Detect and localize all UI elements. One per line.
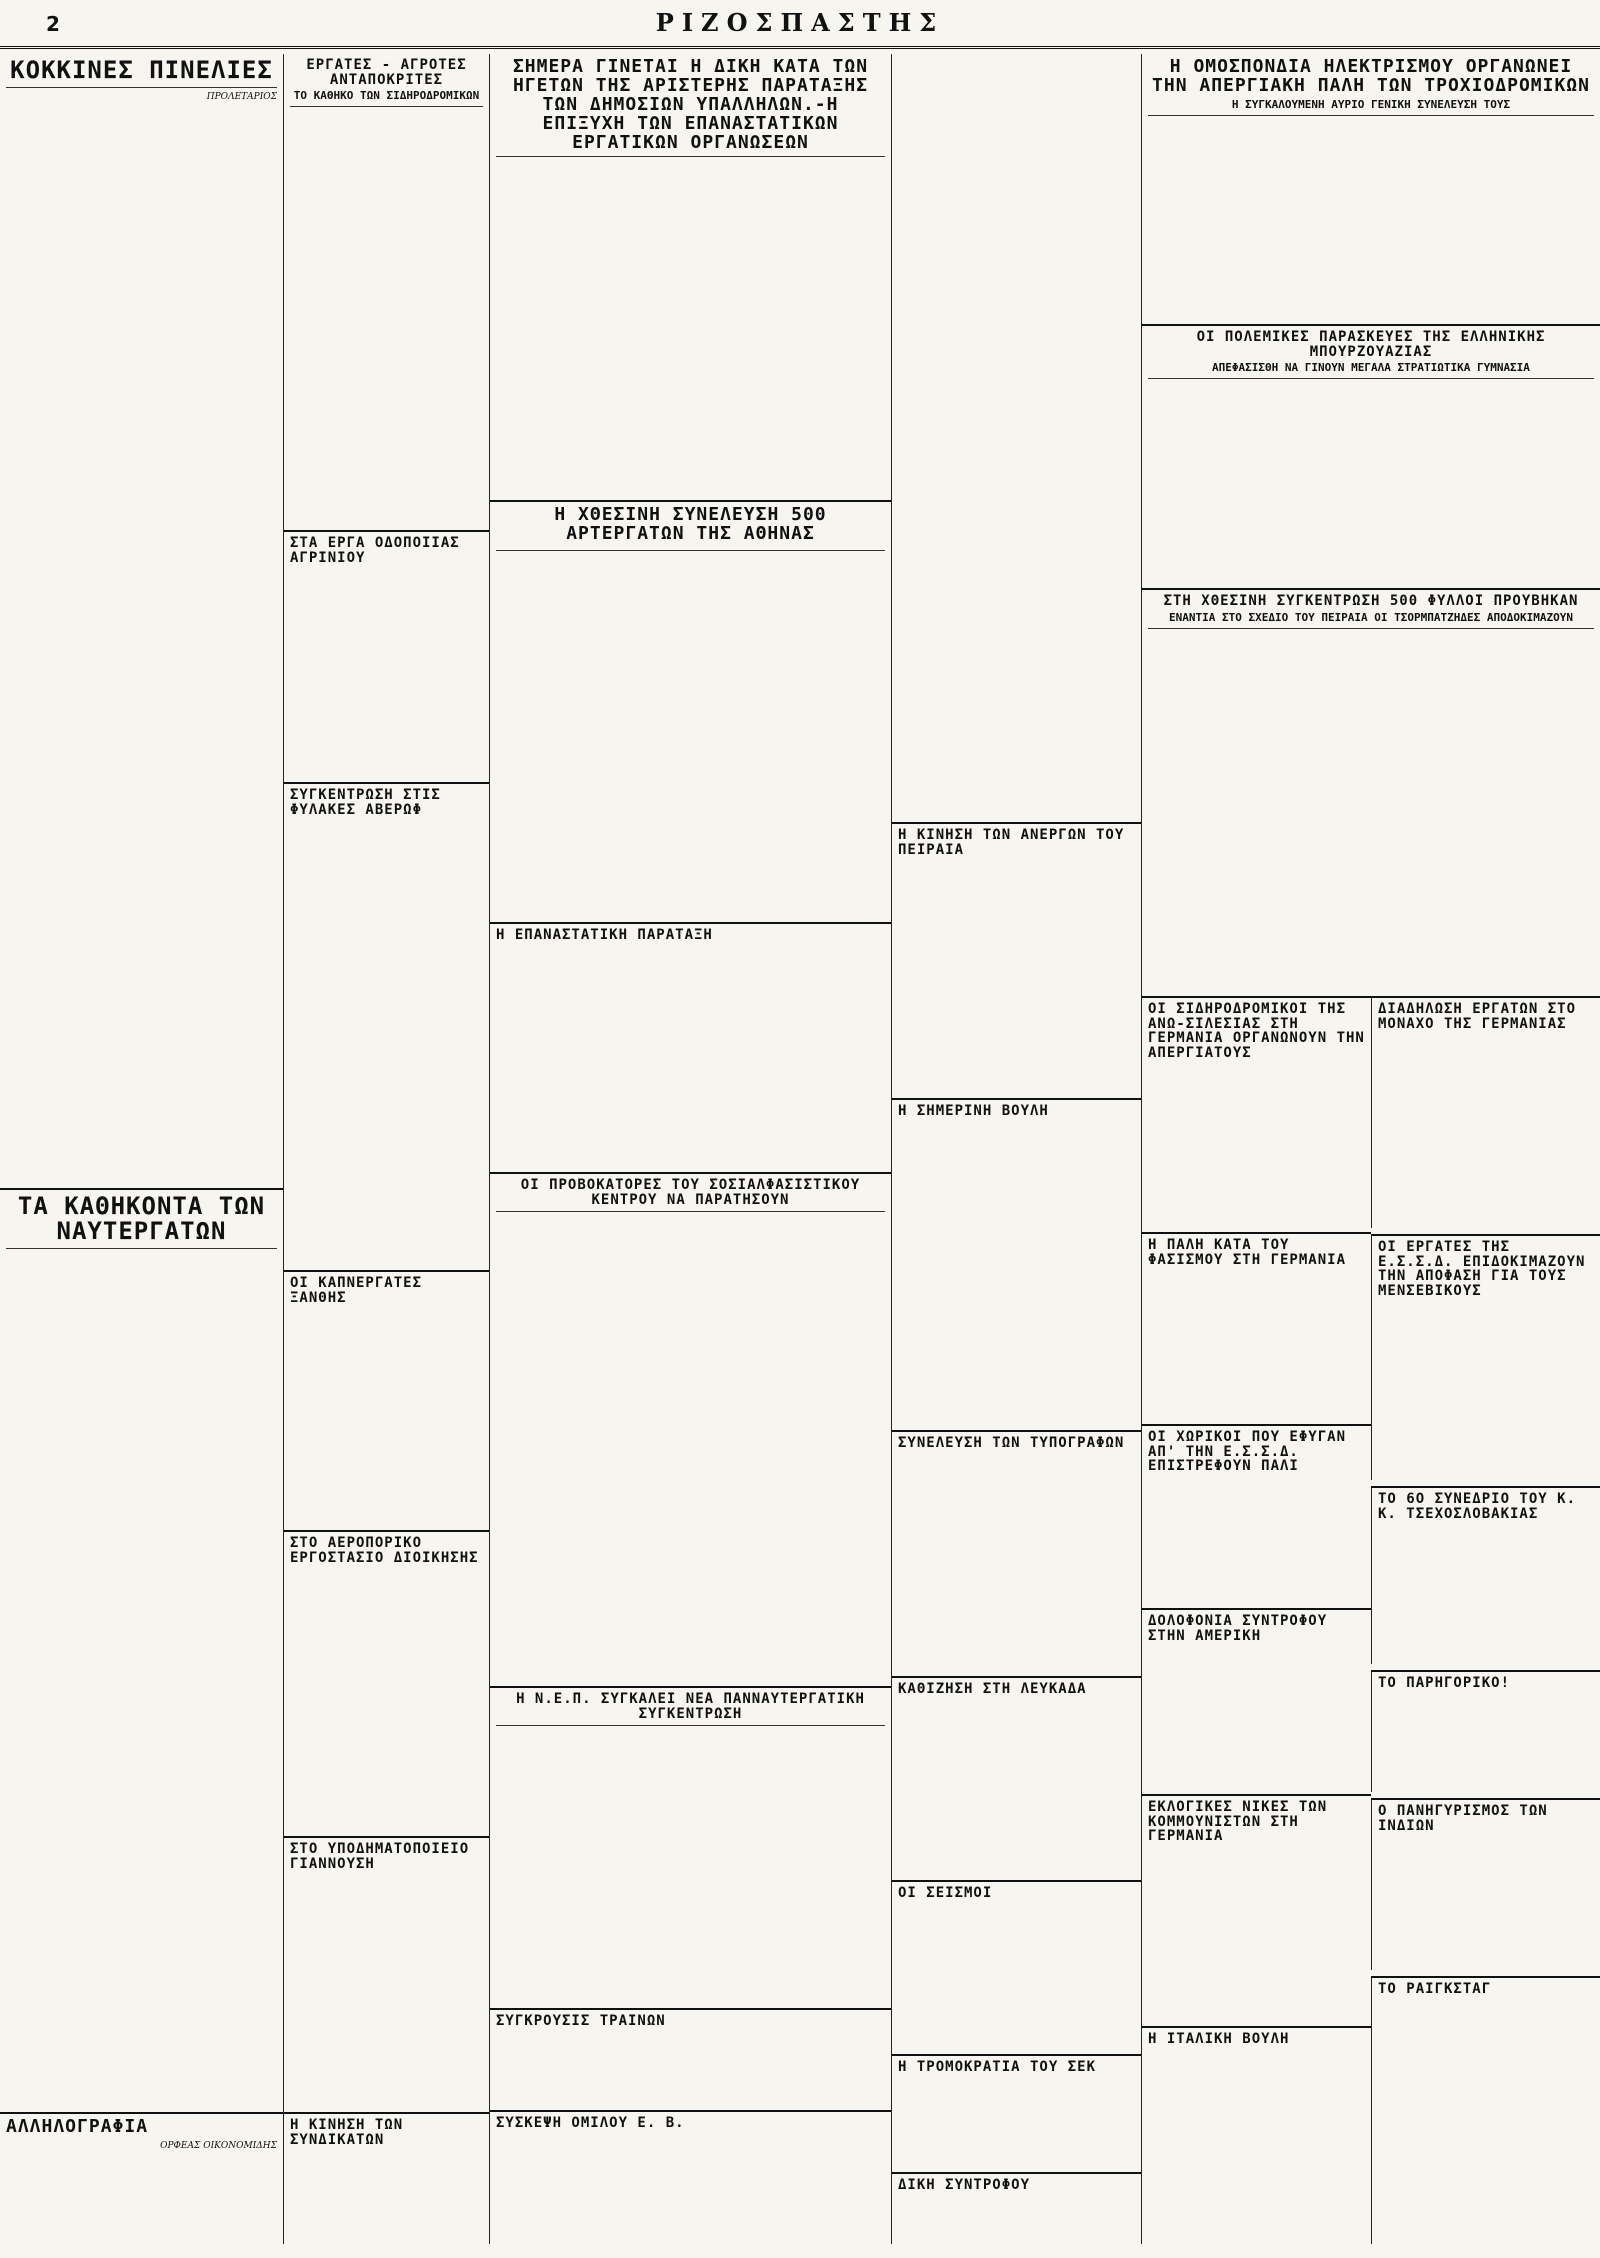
column-4-bottom [892, 1962, 1142, 2244]
article-todays-parliament [892, 1098, 1141, 1424]
article-comrade-trial [892, 2172, 1141, 2244]
article-headline: ΤΑ ΚΑΘΗΚΟΝΤΑ ΤΩΝ ΝΑΥΤΕΡΓΑΤΩΝ [17, 1192, 266, 1246]
article-headline: Η Ν.Ε.Π. ΣΥΓΚΑΛΕΙ ΝΕΑ ΠΑΝΝΑΥΤΕΡΓΑΤΙΚΗ ΣΥΓΚΕΝΤΡΩΣΗ [516, 1691, 865, 1722]
article-headline: ΟΙ ΣΕΙΣΜΟΙ [898, 1885, 993, 1901]
article-headline: ΟΙ ΚΑΠΝΕΡΓΑΤΕΣ ΞΑΝΘΗΣ [290, 1275, 423, 1306]
article-headline: ΣΤΟ ΑΕΡΟΠΟΡΙΚΟ ΕΡΓΟΣΤΑΣΙΟ ΔΙΟΙΚΗΣΗΣ [290, 1535, 479, 1566]
article-headline: Ο ΠΑΝΗΓΥΡΙΣΜΟΣ ΤΩΝ ΙΝΔΙΩΝ [1378, 1803, 1548, 1834]
column-1 [0, 54, 284, 2244]
article-election-wins [1142, 1794, 1371, 2020]
article-red-brushstrokes [0, 54, 283, 1182]
article-headline: Η ΕΠΑΝΑΣΤΑΤΙΚΗ ΠΑΡΑΤΑΞΗ [496, 927, 713, 943]
article-sek-terror [892, 2054, 1141, 2166]
article-bakers-assembly [490, 500, 891, 916]
article-subhead: ΑΠΕΦΑΣΙΣΘΗ ΝΑ ΓΙΝΟΥΝ ΜΕΓΑΛΑ ΣΤΡΑΤΙΩΤΙΚΑ ΓΥΜΝΑΣΙΑ [1212, 361, 1530, 375]
article-averof-prison [284, 782, 489, 1264]
article-lefkada-sit-in [892, 1676, 1141, 1874]
article-electric-federation [1142, 54, 1600, 318]
article-headline: ΣΥΓΚΕΝΤΡΩΣΗ ΣΤΙΣ ΦΥΛΑΚΕΣ ΑΒΕΡΩΦ [290, 787, 441, 818]
article-headline: ΟΙ ΧΩΡΙΚΟΙ ΠΟΥ ΕΦΥΓΑΝ ΑΠ' ΤΗΝ Ε.Σ.Σ.Δ. ΕΠΙΣΤΡΕΦΟΥΝ ΠΑΛΙ [1148, 1429, 1347, 1475]
article-war-preparations [1142, 324, 1600, 582]
article-headline: ΔΟΛΟΦΟΝΙΑ ΣΥΝΤΡΟΦΟΥ ΣΤΗΝ ΑΜΕΡΙΚΗ [1148, 1613, 1328, 1644]
page-number: 2 [46, 12, 60, 36]
column-2 [284, 54, 490, 2244]
column-4-continuation [892, 54, 1141, 816]
article-agrinio-works [284, 530, 489, 776]
newspaper-name: ΡΙΖΟΣΠΑΣΤΗΣ [655, 8, 945, 37]
column-5 [1142, 54, 1600, 2244]
article-headline: ΑΛΛΗΛΟΓΡΑΦΙΑ [6, 2116, 149, 2137]
article-civil-servants-trial [490, 54, 891, 494]
article-headline: ΤΟ ΡΑΙΓΚΣΤΑΓ [1378, 1981, 1492, 1997]
article-subhead: ΕΝΑΝΤΙΑ ΣΤΟ ΣΧΕΔΙΟ ΤΟΥ ΠΕΙΡΑΙΑ ΟΙ ΤΣΟΡΜΠΑΤΖΗΔΕΣ ΑΠΟΔΟΚΙΜΑΖΟΥΝ [1169, 610, 1573, 624]
article-headline: ΣΤΟ ΥΠΟΔΗΜΑΤΟΠΟΙΕΙΟ ΓΙΑΝΝΟΥΣΗ [290, 1841, 470, 1872]
article-headline: ΔΙΚΗ ΣΥΝΤΡΟΦΟΥ [898, 2177, 1031, 2193]
article-shoe-factory [284, 1836, 489, 2106]
article-headline: Η ΤΡΟΜΟΚΡΑΤΙΑ ΤΟΥ ΣΕΚ [898, 2059, 1097, 2075]
article-fascism-germany [1142, 1232, 1371, 1418]
article-headline: ΣΤΗ ΧΘΕΣΙΝΗ ΣΥΓΚΕΝΤΡΩΣΗ 500 ΦΥΛΛΟΙ ΠΡΟΥΒΗΚΑΝ [1163, 593, 1579, 609]
article-murder-america [1142, 1608, 1371, 1788]
article-sixth-congress [1371, 1486, 1600, 1664]
article-headline: ΕΡΓΑΤΕΣ - ΑΓΡΟΤΕΣ ΑΝΤΑΠΟΚΡΙΤΕΣ [306, 57, 467, 88]
article-headline: ΟΙ ΠΟΛΕΜΙΚΕΣ ΠΑΡΑΣΚΕΥΕΣ ΤΗΣ ΕΛΛΗΝΙΚΗΣ ΜΠΟΥΡΖΟΥΑΖΙΑΣ [1196, 329, 1546, 360]
article-italian-parliament [1142, 2026, 1371, 2244]
article-footer: ΟΡΦΕΑΣ ΟΙΚΟΝΟΜΙΔΗΣ [160, 2140, 277, 2151]
article-headline: ΣΥΓΚΡΟΥΣΙΣ ΤΡΑΙΝΩΝ [496, 2013, 666, 2029]
article-headline: ΕΚΛΟΓΙΚΕΣ ΝΙΚΕΣ ΤΩΝ ΚΟΜΜΟΥΝΙΣΤΩΝ ΣΤΗ ΓΕΡΜΑΝΙΑ [1148, 1799, 1328, 1845]
article-typographers-meeting [892, 1430, 1141, 1670]
article-headline: ΣΥΣΚΕΨΗ ΟΜΙΛΟΥ Ε. Β. [496, 2115, 685, 2131]
article-headline: ΚΑΘΙΖΗΣΗ ΣΤΗ ΛΕΥΚΑΔΑ [898, 1681, 1087, 1697]
article-aircraft-factory [284, 1530, 489, 1830]
article-headline: ΚΟΚΚΙΝΕΣ ΠΙΝΕΛΙΕΣ [10, 56, 273, 84]
article-headline: ΔΙΑΔΗΛΩΣΗ ΕΡΓΑΤΩΝ ΣΤΟ ΜΟΝΑΧΟ ΤΗΣ ΓΕΡΜΑΝΙΑΣ [1378, 1001, 1577, 1032]
article-unemployed-piraeus [892, 822, 1141, 1092]
article-nep-rally [490, 1686, 891, 2002]
article-headline: ΟΙ ΣΙΔΗΡΟΔΡΟΜΙΚΟΙ ΤΗΣ ΑΝΩ-ΣΙΛΕΣΙΑΣ ΣΤΗ ΓΕΡΜΑΝΙΑ ΟΡΓΑΝΩΝΟΥΝ ΤΗΝ ΑΠΕΡΓΙΑΤΟΥΣ [1148, 1001, 1365, 1062]
article-group-meeting [490, 2110, 891, 2244]
masthead [0, 0, 1600, 49]
article-headline: ΟΙ ΠΡΟΒΟΚΑΤΟΡΕΣ ΤΟΥ ΣΟΣΙΑΛΦΑΣΙΣΤΙΚΟΥ ΚΕΝΤΡΟΥ ΝΑ ΠΑΡΑΤΗΣΟΥΝ [520, 1177, 861, 1208]
article-headline: ΣΗΜΕΡΑ ΓΙΝΕΤΑΙ Η ΔΙΚΗ ΚΑΤΑ ΤΩΝ ΗΓΕΤΩΝ ΤΗΣ ΑΡΙΣΤΕΡΗΣ ΠΑΡΑΤΑΞΗΣ ΤΩΝ ΔΗΜΟΣΙΩΝ ΥΠΑΛΛΗΛΩΝ.-Η ΕΠΙΞΥΧΗ ΤΩΝ ΕΠΑΝΑΣΤΑΤΙΚΩΝ ΕΡΓΑΤΙΚΩΝ ΟΡΓΑΝΩΣΕΩΝ [512, 56, 869, 153]
article-signature: ΠΡΟΛΕΤΑΡΙΟΣ [206, 92, 277, 103]
article-sailors-duties [0, 1188, 283, 2106]
article-headline: ΣΥΝΕΛΕΥΣΗ ΤΩΝ ΤΥΠΟΓΡΑΦΩΝ [898, 1435, 1125, 1451]
article-unions-movement [284, 2112, 489, 2244]
article-subhead: ΤΟ ΚΑΘΗΚΟ ΤΩΝ ΣΙΔΗΡΟΔΡΟΜΙΚΩΝ [293, 89, 480, 103]
article-peasants-return [1142, 1424, 1371, 1602]
article-provocateurs [490, 1172, 891, 1680]
article-headline: ΤΟ 6Ο ΣΥΝΕΔΡΙΟ ΤΟΥ Κ. Κ. ΤΣΕΧΟΣΛΟΒΑΚΙΑΣ [1378, 1491, 1577, 1522]
article-headline: Η ΚΙΝΗΣΗ ΤΩΝ ΣΥΝΔΙΚΑΤΩΝ [290, 2117, 404, 2148]
column-4 [892, 54, 1142, 2244]
article-munich-demo [1371, 996, 1600, 1228]
article-headline: Η ΠΑΛΗ ΚΑΤΑ ΤΟΥ ΦΑΣΙΣΜΟΥ ΣΤΗ ΓΕΡΜΑΝΙΑ [1148, 1237, 1347, 1268]
article-reichstag [1371, 1976, 1600, 2244]
article-india-celebration [1371, 1798, 1600, 1970]
article-paragoriko [1371, 1670, 1600, 1792]
article-tobacco-workers [284, 1270, 489, 1524]
article-subhead: Η ΣΥΓΚΑΛΟΥΜΕΝΗ ΑΥΡΙΟ ΓΕΝΙΚΗ ΣΥΝΕΛΕΥΣΗ ΤΟΥΣ [1231, 97, 1511, 111]
article-headline: Η ΣΗΜΕΡΙΝΗ ΒΟΥΛΗ [898, 1103, 1049, 1119]
article-headline: Η ΚΙΝΗΣΗ ΤΩΝ ΑΝΕΡΓΩΝ ΤΟΥ ΠΕΙΡΑΙΑ [898, 827, 1125, 858]
article-headline: ΤΟ ΠΑΡΗΓΟΡΙΚΟ! [1378, 1675, 1511, 1691]
article-revolutionary-faction [490, 922, 891, 1166]
article-ussr-workers [1371, 1234, 1600, 1480]
column-3 [490, 54, 892, 2244]
article-phylla-meeting [1142, 588, 1600, 990]
article-headline: Η ΧΘΕΣΙΝΗ ΣΥΝΕΛΕΥΣΗ 500 ΑΡΤΕΡΓΑΤΩΝ ΤΗΣ ΑΘΗΝΑΣ [554, 504, 827, 544]
article-worker-correspondents [284, 54, 489, 524]
article-headline: ΟΙ ΕΡΓΑΤΕΣ ΤΗΣ Ε.Σ.Σ.Δ. ΕΠΙΔΟΚΙΜΑΖΟΥΝ ΤΗΝ ΑΠΟΦΑΣΗ ΓΙΑ ΤΟΥΣ ΜΕΝΣΕΒΙΚΟΥΣ [1378, 1239, 1586, 1300]
article-train-collision [490, 2008, 891, 2104]
article-headline: Η ΟΜΟΣΠΟΝΔΙΑ ΗΛΕΚΤΡΙΣΜΟΥ ΟΡΓΑΝΩΝΕΙ ΤΗΝ ΑΠΕΡΓΙΑΚΗ ΠΑΛΗ ΤΩΝ ΤΡΟΧΙΟΔΡΟΜΙΚΩΝ [1152, 56, 1590, 96]
article-rail-germany [1142, 996, 1371, 1226]
article-headline: ΣΤΑ ΕΡΓΑ ΟΔΟΠΟΙΙΑΣ ΑΓΡΙΝΙΟΥ [290, 535, 460, 566]
article-headline: Η ΙΤΑΛΙΚΗ ΒΟΥΛΗ [1148, 2031, 1290, 2047]
article-correspondence [0, 2112, 283, 2244]
